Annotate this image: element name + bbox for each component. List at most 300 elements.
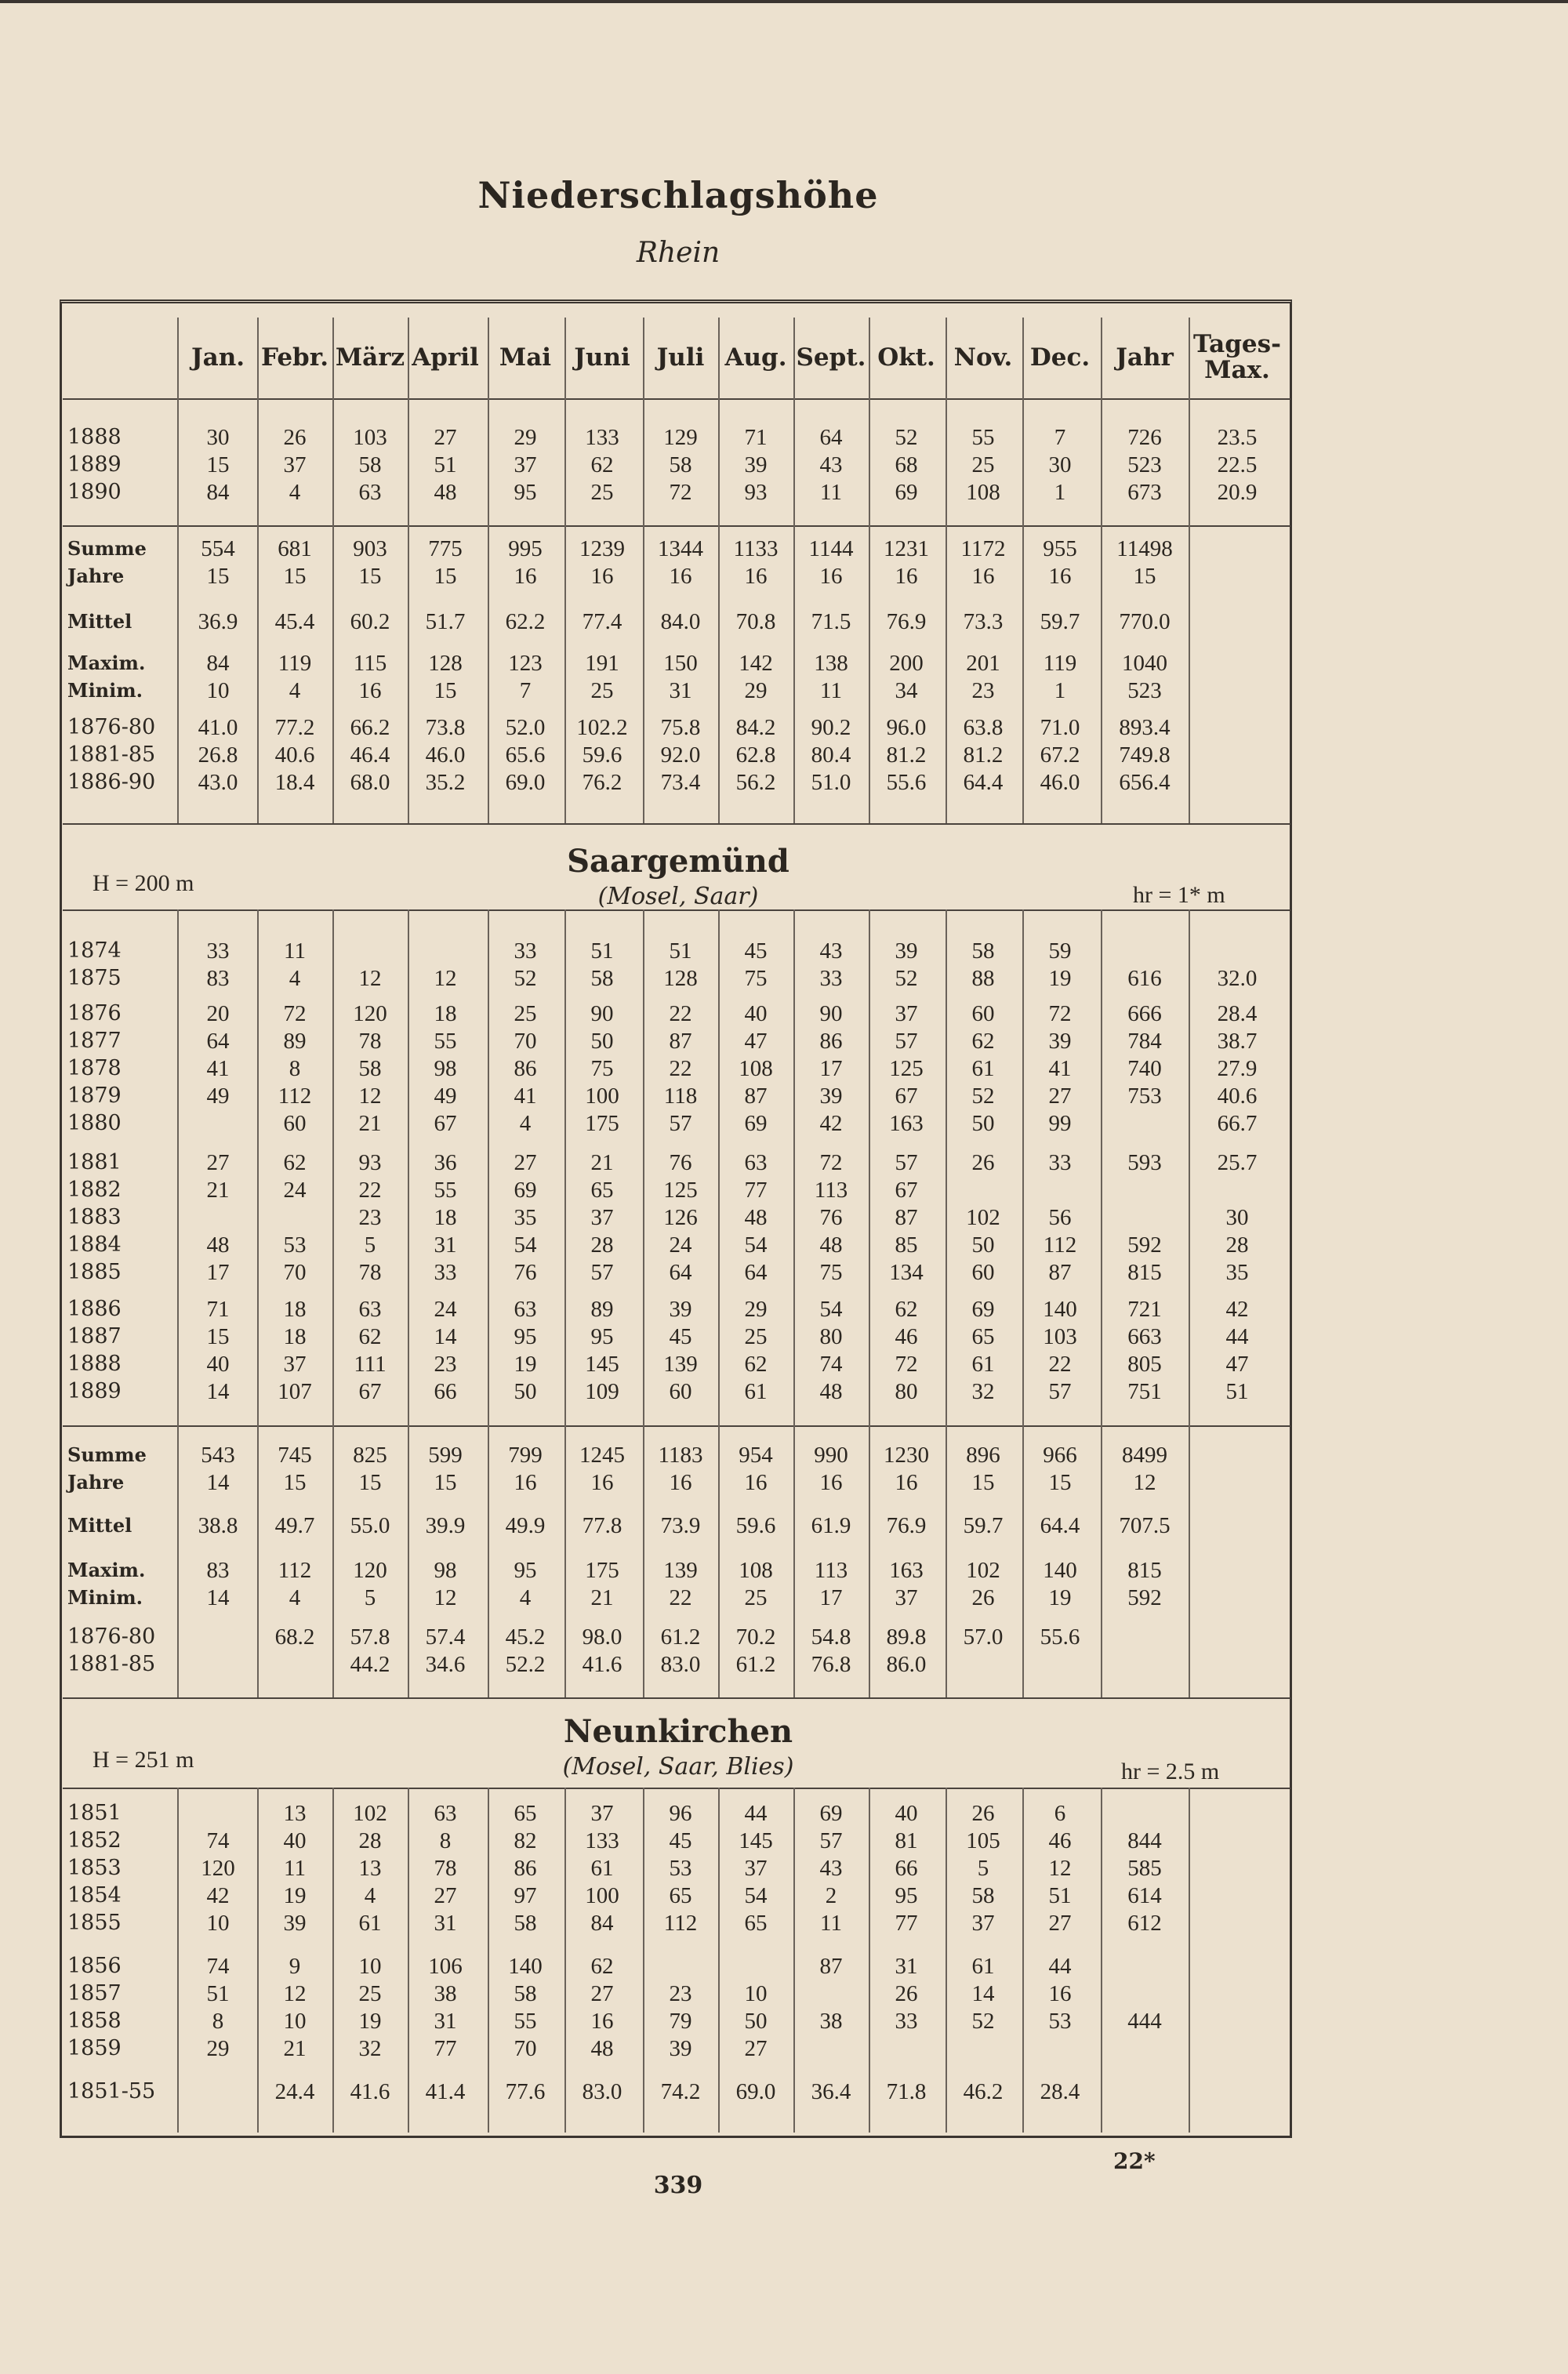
table-row xyxy=(0,1082,1568,1110)
table-cell: 51 xyxy=(1048,1883,1072,1908)
table-cell: 39 xyxy=(283,1911,307,1936)
table-row xyxy=(0,964,1568,993)
row-label: 1884 xyxy=(67,1232,122,1257)
table-cell: 7 xyxy=(1054,425,1066,450)
table-cell: 103 xyxy=(1043,1324,1077,1349)
table-cell: 55.0 xyxy=(350,1513,390,1538)
table-cell: 76.9 xyxy=(886,609,927,634)
table-cell: 15 xyxy=(434,564,457,589)
table-cell: 21 xyxy=(283,2036,307,2061)
table-cell: 69.0 xyxy=(735,2079,776,2104)
table-cell: 90 xyxy=(590,1001,614,1026)
table-cell: 119 xyxy=(278,651,312,676)
table-cell: 84.2 xyxy=(735,715,776,740)
table-cell: 72 xyxy=(283,1001,307,1026)
row-label: 1876 xyxy=(67,1001,122,1025)
row-label: 1877 xyxy=(67,1029,122,1053)
table-cell: 40 xyxy=(206,1352,230,1377)
table-cell: 28 xyxy=(358,1828,382,1853)
row-label: 1851-55 xyxy=(67,2079,156,2104)
table-cell: 85 xyxy=(895,1232,918,1258)
table-cell: 27 xyxy=(1048,1911,1072,1936)
table-cell: 36.4 xyxy=(811,2079,851,2104)
section-rivers: (Mosel, Saar) xyxy=(597,883,759,910)
row-label: 1889 xyxy=(67,1379,122,1403)
table-cell: 51.0 xyxy=(811,770,851,795)
table-cell: 614 xyxy=(1127,1883,1162,1908)
table-cell: 71.8 xyxy=(886,2079,927,2104)
page-subtitle: Rhein xyxy=(636,237,720,269)
table-cell: 63 xyxy=(514,1297,537,1322)
table-cell: 57.4 xyxy=(425,1624,466,1650)
table-cell: 1231 xyxy=(884,536,929,561)
table-cell: 15 xyxy=(206,452,230,477)
table-cell: 8499 xyxy=(1122,1443,1167,1468)
table-row xyxy=(0,1623,1568,1651)
table-row xyxy=(0,768,1568,797)
table-cell: 86 xyxy=(514,1856,537,1881)
table-cell: 19 xyxy=(283,1883,307,1908)
table-cell: 50 xyxy=(514,1379,537,1404)
table-cell: 129 xyxy=(663,425,698,450)
table-cell: 15 xyxy=(283,564,307,589)
table-cell: 41.0 xyxy=(198,715,238,740)
table-cell: 26 xyxy=(971,1150,995,1175)
table-cell: 61 xyxy=(971,1352,995,1377)
table-row xyxy=(0,1295,1568,1323)
table-cell: 54 xyxy=(514,1232,537,1258)
table-cell: 78 xyxy=(358,1260,382,1285)
table-cell: 140 xyxy=(508,1954,543,1979)
table-cell: 707.5 xyxy=(1119,1513,1171,1538)
table-cell: 28 xyxy=(1225,1232,1249,1258)
table-cell: 49.9 xyxy=(505,1513,546,1538)
section-name: Saargemünd xyxy=(567,843,789,880)
table-row xyxy=(0,423,1568,452)
table-cell: 113 xyxy=(814,1558,848,1583)
table-cell: 81.2 xyxy=(886,742,927,768)
table-cell: 201 xyxy=(966,651,1000,676)
table-cell: 89 xyxy=(590,1297,614,1322)
table-row xyxy=(0,1323,1568,1351)
table-cell: 16 xyxy=(590,1470,614,1495)
table-cell: 1144 xyxy=(808,536,854,561)
table-cell: 82 xyxy=(514,1828,537,1853)
table-cell: 44.2 xyxy=(350,1652,390,1677)
station-height: H = 251 m xyxy=(93,1747,194,1773)
column-header: Jahr xyxy=(1116,343,1174,372)
table-cell: 72 xyxy=(895,1352,918,1377)
table-cell: 78 xyxy=(434,1856,457,1881)
table-cell: 5 xyxy=(364,1585,376,1610)
table-cell: 33 xyxy=(895,2009,918,2034)
table-cell: 61 xyxy=(744,1379,768,1404)
table-cell: 71.5 xyxy=(811,609,851,634)
table-cell: 23 xyxy=(971,678,995,703)
table-cell: 40 xyxy=(283,1828,307,1853)
table-cell: 26.8 xyxy=(198,742,238,768)
table-cell: 59.7 xyxy=(1040,609,1080,634)
table-cell: 15 xyxy=(206,564,230,589)
row-label: 1886-90 xyxy=(67,770,156,794)
table-cell: 663 xyxy=(1127,1324,1162,1349)
table-cell: 63.8 xyxy=(963,715,1004,740)
table-cell: 89 xyxy=(283,1029,307,1054)
table-cell: 53 xyxy=(669,1856,692,1881)
table-cell: 50 xyxy=(971,1232,995,1258)
table-cell: 47 xyxy=(744,1029,768,1054)
table-row xyxy=(0,1882,1568,1910)
table-cell: 10 xyxy=(283,2009,307,2034)
table-cell: 58 xyxy=(971,938,995,964)
table-cell: 16 xyxy=(744,564,768,589)
table-cell: 31 xyxy=(895,1954,918,1979)
table-cell: 23 xyxy=(669,1981,692,2006)
row-label: Jahre xyxy=(67,1471,125,1494)
table-cell: 67 xyxy=(434,1111,457,1136)
table-cell: 25 xyxy=(744,1324,768,1349)
horizontal-rule xyxy=(63,823,1290,825)
table-cell: 592 xyxy=(1127,1232,1162,1258)
table-cell: 4 xyxy=(519,1585,532,1610)
table-cell: 51 xyxy=(590,938,614,964)
page-title: Niederschlagshöhe xyxy=(477,174,879,216)
table-cell: 84 xyxy=(206,480,230,505)
table-cell: 38.8 xyxy=(198,1513,238,1538)
table-row xyxy=(0,1258,1568,1287)
table-cell: 955 xyxy=(1043,536,1077,561)
row-label: 1854 xyxy=(67,1883,122,1908)
table-cell: 86 xyxy=(819,1029,843,1054)
table-row xyxy=(0,1441,1568,1469)
table-cell: 108 xyxy=(739,1056,773,1081)
table-cell: 14 xyxy=(206,1379,230,1404)
table-cell: 11 xyxy=(820,678,842,703)
table-cell: 10 xyxy=(744,1981,768,2006)
table-cell: 11 xyxy=(284,1856,306,1881)
table-cell: 63 xyxy=(744,1150,768,1175)
table-cell: 30 xyxy=(1048,452,1072,477)
table-cell: 40 xyxy=(895,1801,918,1826)
table-cell: 53 xyxy=(1048,2009,1072,2034)
table-cell: 57 xyxy=(669,1111,692,1136)
table-cell: 29 xyxy=(744,1297,768,1322)
table-cell: 43 xyxy=(819,938,843,964)
row-label: 1881 xyxy=(67,1150,122,1174)
table-cell: 57 xyxy=(1048,1379,1072,1404)
table-row xyxy=(0,1109,1568,1138)
table-row xyxy=(0,1378,1568,1406)
table-row xyxy=(0,1980,1568,2008)
table-cell: 8 xyxy=(212,2009,224,2034)
table-cell: 140 xyxy=(1043,1558,1077,1583)
table-cell: 16 xyxy=(819,564,843,589)
table-cell: 19 xyxy=(358,2009,382,2034)
table-cell: 37 xyxy=(283,1352,307,1377)
table-cell: 33 xyxy=(206,938,230,964)
table-cell: 134 xyxy=(889,1260,924,1285)
table-cell: 61 xyxy=(590,1856,614,1881)
table-cell: 16 xyxy=(744,1470,768,1495)
table-cell: 59.7 xyxy=(963,1513,1004,1538)
table-cell: 49 xyxy=(434,1084,457,1109)
table-cell: 39 xyxy=(669,1297,692,1322)
row-label: 1858 xyxy=(67,2009,122,2033)
table-cell: 30 xyxy=(1225,1205,1249,1230)
row-label: Minim. xyxy=(67,1586,143,1609)
table-cell: 25 xyxy=(358,1981,382,2006)
column-header: April xyxy=(412,343,479,372)
table-row xyxy=(0,535,1568,563)
table-cell: 75 xyxy=(590,1056,614,1081)
table-cell: 48 xyxy=(434,480,457,505)
row-label: Maxim. xyxy=(67,1559,146,1581)
table-cell: 23 xyxy=(358,1205,382,1230)
row-label: 1852 xyxy=(67,1828,122,1853)
row-label: Minim. xyxy=(67,679,143,702)
row-label: 1889 xyxy=(67,452,122,477)
row-label: 1875 xyxy=(67,966,122,990)
table-cell: 69 xyxy=(514,1178,537,1203)
table-cell: 41 xyxy=(1048,1056,1072,1081)
table-cell: 58 xyxy=(358,1056,382,1081)
table-cell: 51 xyxy=(1225,1379,1249,1404)
column-header: Jan. xyxy=(191,343,245,372)
table-cell: 34 xyxy=(895,678,918,703)
table-cell: 57 xyxy=(590,1260,614,1285)
row-label: 1855 xyxy=(67,1911,122,1935)
row-label: 1883 xyxy=(67,1205,122,1229)
table-cell: 46.2 xyxy=(963,2079,1004,2104)
page-number: 339 xyxy=(653,2172,703,2199)
table-cell: 22 xyxy=(669,1585,692,1610)
table-cell: 16 xyxy=(971,564,995,589)
table-row xyxy=(0,741,1568,769)
table-cell: 39 xyxy=(669,2036,692,2061)
table-cell: 74.2 xyxy=(660,2079,701,2104)
table-cell: 10 xyxy=(206,1911,230,1936)
table-cell: 25 xyxy=(514,1001,537,1026)
table-cell: 770.0 xyxy=(1119,609,1171,634)
table-cell: 76.9 xyxy=(886,1513,927,1538)
table-cell: 15 xyxy=(434,678,457,703)
table-cell: 14 xyxy=(971,1981,995,2006)
table-cell: 74 xyxy=(206,1828,230,1853)
table-cell: 41.6 xyxy=(582,1652,622,1677)
table-cell: 30 xyxy=(206,425,230,450)
table-row xyxy=(0,1203,1568,1232)
table-cell: 145 xyxy=(585,1352,619,1377)
table-cell: 28 xyxy=(590,1232,614,1258)
table-cell: 60 xyxy=(669,1379,692,1404)
table-cell: 70.8 xyxy=(735,609,776,634)
table-cell: 18 xyxy=(283,1297,307,1322)
column-header: Tages-Max. xyxy=(1193,330,1281,384)
table-cell: 612 xyxy=(1127,1911,1162,1936)
table-cell: 57 xyxy=(895,1150,918,1175)
table-row xyxy=(0,1176,1568,1204)
table-cell: 83 xyxy=(206,966,230,991)
table-cell: 29 xyxy=(206,2036,230,2061)
table-cell: 32 xyxy=(358,2036,382,2061)
table-cell: 22.5 xyxy=(1217,452,1258,477)
table-cell: 65 xyxy=(514,1801,537,1826)
table-cell: 63 xyxy=(358,1297,382,1322)
table-cell: 70.2 xyxy=(735,1624,776,1650)
table-cell: 59.6 xyxy=(735,1513,776,1538)
column-header: Dec. xyxy=(1029,343,1091,372)
table-cell: 27 xyxy=(744,2036,768,2061)
table-cell: 42 xyxy=(819,1111,843,1136)
table-cell: 81.2 xyxy=(963,742,1004,768)
table-cell: 48 xyxy=(590,2036,614,2061)
table-cell: 123 xyxy=(508,651,543,676)
table-cell: 86 xyxy=(514,1056,537,1081)
table-cell: 55 xyxy=(971,425,995,450)
table-cell: 12 xyxy=(358,1084,382,1109)
table-cell: 585 xyxy=(1127,1856,1162,1881)
row-label: 1890 xyxy=(67,480,122,504)
table-cell: 163 xyxy=(889,1111,924,1136)
table-cell: 67 xyxy=(358,1379,382,1404)
table-cell: 7 xyxy=(519,678,532,703)
table-cell: 16 xyxy=(1048,1981,1072,2006)
table-cell: 58 xyxy=(971,1883,995,1908)
table-cell: 28.4 xyxy=(1217,1001,1258,1026)
table-cell: 50 xyxy=(971,1111,995,1136)
table-cell: 83.0 xyxy=(660,1652,701,1677)
table-cell: 77.4 xyxy=(582,609,622,634)
table-cell: 15 xyxy=(1133,564,1156,589)
table-cell: 63 xyxy=(358,480,382,505)
table-cell: 139 xyxy=(663,1352,698,1377)
table-cell: 36 xyxy=(434,1150,457,1175)
table-cell: 80.4 xyxy=(811,742,851,768)
table-cell: 56.2 xyxy=(735,770,776,795)
table-cell: 62 xyxy=(590,452,614,477)
table-row xyxy=(0,1556,1568,1584)
table-cell: 112 xyxy=(663,1911,698,1936)
table-cell: 65 xyxy=(744,1911,768,1936)
table-row xyxy=(0,1909,1568,1937)
row-label: Mittel xyxy=(67,610,132,633)
table-cell: 4 xyxy=(289,966,301,991)
table-row xyxy=(0,562,1568,590)
table-cell: 16 xyxy=(895,564,918,589)
table-cell: 19 xyxy=(1048,1585,1072,1610)
station-height: H = 200 m xyxy=(93,870,194,896)
table-cell: 52.2 xyxy=(505,1652,546,1677)
table-cell: 100 xyxy=(585,1883,619,1908)
row-label: Maxim. xyxy=(67,652,146,674)
table-cell: 5 xyxy=(977,1856,989,1881)
table-cell: 656.4 xyxy=(1119,770,1171,795)
row-label: 1879 xyxy=(67,1084,122,1108)
table-cell: 50 xyxy=(744,2009,768,2034)
table-cell: 60 xyxy=(283,1111,307,1136)
table-row xyxy=(0,649,1568,677)
table-cell: 54.8 xyxy=(811,1624,851,1650)
table-cell: 52 xyxy=(895,966,918,991)
table-cell: 753 xyxy=(1127,1084,1162,1109)
table-cell: 6 xyxy=(1054,1801,1066,1826)
table-cell: 616 xyxy=(1127,966,1162,991)
table-cell: 20 xyxy=(206,1001,230,1026)
table-cell: 71 xyxy=(744,425,768,450)
horizontal-rule xyxy=(63,1425,1290,1427)
table-row xyxy=(0,1854,1568,1882)
table-cell: 62 xyxy=(283,1150,307,1175)
table-cell: 99 xyxy=(1048,1111,1072,1136)
table-cell: 57.0 xyxy=(963,1624,1004,1650)
table-cell: 61 xyxy=(971,1056,995,1081)
table-cell: 966 xyxy=(1043,1443,1077,1468)
table-cell: 64 xyxy=(669,1260,692,1285)
table-cell: 27 xyxy=(206,1150,230,1175)
table-cell: 133 xyxy=(585,425,619,450)
table-cell: 29 xyxy=(744,678,768,703)
table-cell: 53 xyxy=(283,1232,307,1258)
table-cell: 90.2 xyxy=(811,715,851,740)
table-cell: 45 xyxy=(744,938,768,964)
table-cell: 11 xyxy=(820,1911,842,1936)
table-cell: 66.7 xyxy=(1217,1111,1258,1136)
table-cell: 89.8 xyxy=(886,1624,927,1650)
table-cell: 48 xyxy=(744,1205,768,1230)
table-cell: 48 xyxy=(819,1232,843,1258)
table-cell: 102.2 xyxy=(576,715,628,740)
table-cell: 41.4 xyxy=(425,2079,466,2104)
table-cell: 77 xyxy=(744,1178,768,1203)
table-cell: 81 xyxy=(895,1828,918,1853)
table-cell: 4 xyxy=(364,1883,376,1908)
table-cell: 39 xyxy=(744,452,768,477)
table-cell: 5 xyxy=(364,1232,376,1258)
table-cell: 71 xyxy=(206,1297,230,1322)
table-cell: 27 xyxy=(514,1150,537,1175)
table-cell: 126 xyxy=(663,1205,698,1230)
table-cell: 805 xyxy=(1127,1352,1162,1377)
table-cell: 64.4 xyxy=(963,770,1004,795)
table-row xyxy=(0,1468,1568,1497)
table-cell: 61.2 xyxy=(735,1652,776,1677)
table-cell: 125 xyxy=(889,1056,924,1081)
table-cell: 16 xyxy=(669,564,692,589)
table-cell: 150 xyxy=(663,651,698,676)
table-cell: 29 xyxy=(514,425,537,450)
table-cell: 16 xyxy=(514,1470,537,1495)
table-cell: 45 xyxy=(669,1324,692,1349)
table-cell: 25 xyxy=(590,480,614,505)
table-cell: 4 xyxy=(289,678,301,703)
table-cell: 39 xyxy=(1048,1029,1072,1054)
table-cell: 726 xyxy=(1127,425,1162,450)
table-cell: 48 xyxy=(819,1379,843,1404)
table-cell: 16 xyxy=(590,564,614,589)
table-cell: 37 xyxy=(514,452,537,477)
table-cell: 1133 xyxy=(733,536,779,561)
table-cell: 175 xyxy=(585,1558,619,1583)
table-cell: 71.0 xyxy=(1040,715,1080,740)
column-header: Aug. xyxy=(724,343,787,372)
table-cell: 18 xyxy=(434,1001,457,1026)
table-cell: 112 xyxy=(1043,1232,1077,1258)
table-row xyxy=(0,1000,1568,1028)
table-cell: 37 xyxy=(590,1205,614,1230)
table-cell: 102 xyxy=(353,1801,387,1826)
table-cell: 58 xyxy=(590,966,614,991)
table-cell: 1 xyxy=(1054,480,1066,505)
